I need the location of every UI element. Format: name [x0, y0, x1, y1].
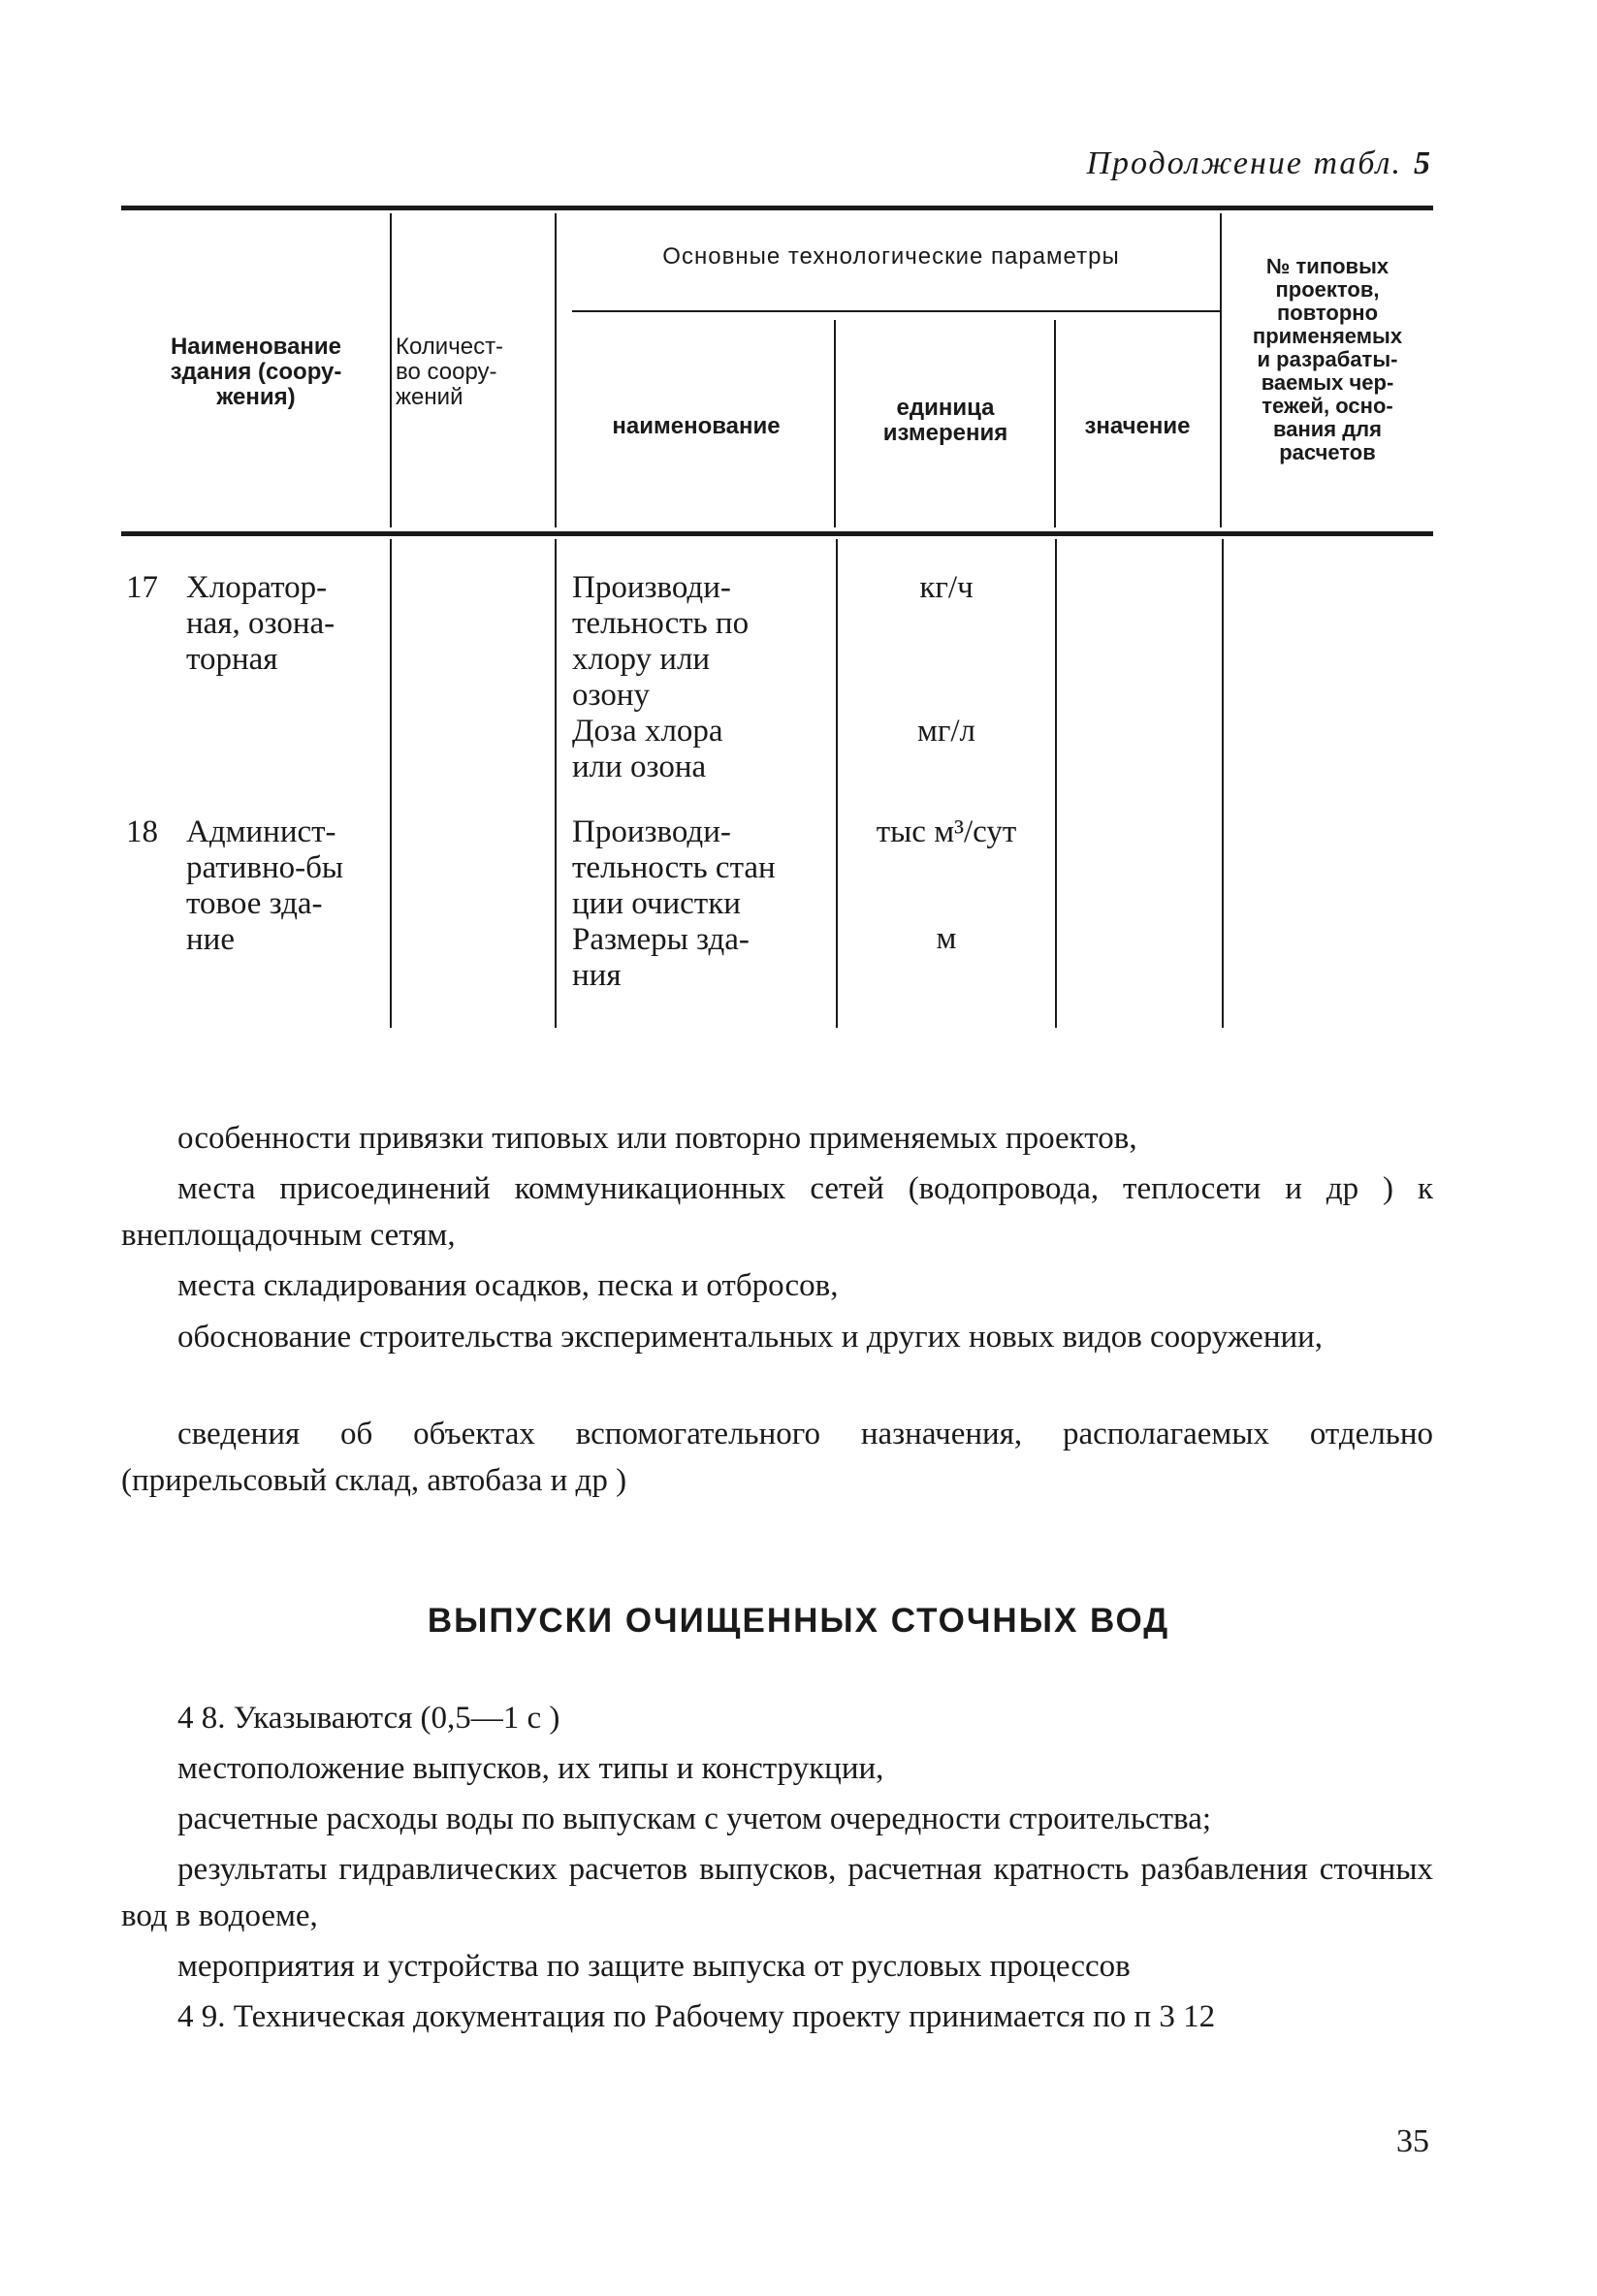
column-divider: [836, 539, 838, 1028]
cell-line: Размеры зда-: [572, 922, 750, 957]
header-line: и разрабаты-: [1257, 347, 1398, 371]
cell-line: тельность по: [572, 606, 750, 641]
header-value: [1059, 414, 1216, 439]
header-line: Основные технологические параметры: [662, 243, 1120, 270]
header-count: [396, 335, 551, 410]
row-unit: м: [936, 921, 957, 956]
cell-line: Админист-: [186, 814, 336, 849]
paragraph-text: сведения об объектах вспомогательного назначения, располагаемых отдельно (прирельсовый склад, автобаза и др ): [121, 1417, 1433, 1498]
paragraph: [121, 1165, 1433, 1259]
continuation-text: Продолжение табл.: [1086, 145, 1402, 181]
paragraph: [121, 1695, 1433, 1741]
column-divider: [555, 539, 557, 1028]
cell-line: Производи-: [572, 570, 731, 605]
row-number: 18: [126, 814, 158, 849]
header-line: наименование: [612, 413, 781, 439]
paragraph: [121, 1993, 1433, 2040]
page-number: 35: [1396, 2123, 1429, 2159]
row-params: [572, 814, 776, 994]
cell-line: озону: [572, 678, 651, 713]
paragraph: [121, 1846, 1433, 1939]
paragraph: [121, 1314, 1433, 1360]
cell-line: хлору или: [572, 642, 711, 677]
paragraph: [121, 1115, 1433, 1162]
header-line: проектов,: [1275, 277, 1380, 302]
paragraph-text: места присоединений коммуникационных сетей (водопровода, теплосети и др ) к внеплощадочным сетям,: [121, 1171, 1433, 1253]
header-line: тежей, осно-: [1262, 394, 1393, 418]
paragraph: [121, 1745, 1433, 1792]
header-line: измерения: [882, 420, 1008, 446]
header-line: ваемых чер-: [1261, 370, 1394, 395]
paragraph-text: места складирования осадков, песка и отбросов,: [177, 1268, 839, 1303]
row-name: [186, 814, 343, 958]
column-divider: [390, 213, 392, 527]
paragraph-text: местоположение выпусков, их типы и конструкции,: [177, 1751, 884, 1786]
row-unit: кг/ч: [919, 570, 974, 605]
header-params-group: [562, 244, 1220, 270]
paragraph: [121, 1262, 1433, 1309]
column-divider: [390, 539, 392, 1028]
cell-line: Хлоратор-: [186, 570, 328, 605]
column-divider: [1054, 320, 1056, 527]
row-name: [186, 570, 335, 678]
row-number: 17: [126, 570, 158, 605]
row-unit: тыс м³/сут: [876, 814, 1017, 849]
paragraph-text: расчетные расходы воды по выпускам с учетом очередности строительства;: [177, 1802, 1212, 1836]
header-param-name: [562, 414, 830, 439]
cell-line: ная, озона-: [186, 606, 335, 641]
cell-line: ции очистки: [572, 886, 741, 921]
cell-line: торная: [186, 642, 278, 677]
cell-line: ния: [572, 958, 622, 993]
header-projects: [1226, 255, 1429, 464]
header-line: единица: [896, 395, 995, 421]
header-line: жений: [396, 384, 463, 410]
header-line: во соору-: [396, 359, 497, 385]
paragraph-text: результаты гидравлических расчетов выпусков, расчетная кратность разбавления сточных вод в водоеме,: [121, 1852, 1433, 1933]
row-params: [572, 570, 749, 785]
header-line: расчетов: [1279, 440, 1376, 464]
header-unit: [840, 396, 1051, 446]
cell-line: ние: [186, 922, 235, 957]
cell-line: или озона: [572, 749, 707, 784]
paragraph-text: 4 9. Техническая документация по Рабочему проекту принимается по п 3 12: [177, 1999, 1216, 2034]
column-divider: [1055, 539, 1057, 1028]
section-heading: ВЫПУСКИ ОЧИЩЕННЫХ СТОЧНЫХ ВОД: [427, 1602, 1170, 1640]
cell-line: тельность стан: [572, 850, 776, 885]
paragraph-text: обоснование строительства экспериментальных и других новых видов сооружении,: [177, 1320, 1324, 1355]
paragraph: [121, 1943, 1433, 1990]
params-group-rule: [572, 310, 1220, 312]
header-line: № типовых: [1265, 254, 1389, 278]
header-line: применяемых: [1252, 324, 1403, 348]
header-line: Количест-: [396, 334, 504, 360]
header-name: [126, 335, 386, 410]
cell-line: ративно-бы: [186, 850, 344, 885]
header-line: Наименование: [170, 334, 342, 360]
paragraph-text: 4 8. Указываются (0,5—1 с ): [177, 1701, 560, 1736]
table-top-rule: [121, 206, 1433, 210]
header-line: здания (соору-: [170, 359, 342, 385]
header-line: вания для: [1272, 417, 1382, 441]
header-line: жения): [216, 384, 296, 410]
table-header-rule: [121, 531, 1433, 536]
column-divider: [834, 320, 836, 527]
cell-line: товое зда-: [186, 886, 323, 921]
header-line: повторно: [1276, 301, 1379, 325]
column-divider: [555, 213, 557, 527]
cell-line: Доза хлора: [572, 714, 723, 749]
paragraph: [121, 1411, 1433, 1504]
cell-line: Производи-: [572, 814, 731, 849]
row-unit: мг/л: [916, 714, 976, 749]
paragraph: [121, 1796, 1433, 1842]
continuation-caption: [1086, 145, 1432, 182]
column-divider: [1222, 539, 1224, 1028]
table-number: 5: [1414, 145, 1432, 181]
column-divider: [1220, 213, 1222, 527]
paragraph-text: мероприятия и устройства по защите выпуска от русловых процессов: [177, 1949, 1131, 1984]
paragraph-text: особенности привязки типовых или повторно применяемых проектов,: [177, 1121, 1137, 1156]
header-line: значение: [1084, 413, 1191, 439]
